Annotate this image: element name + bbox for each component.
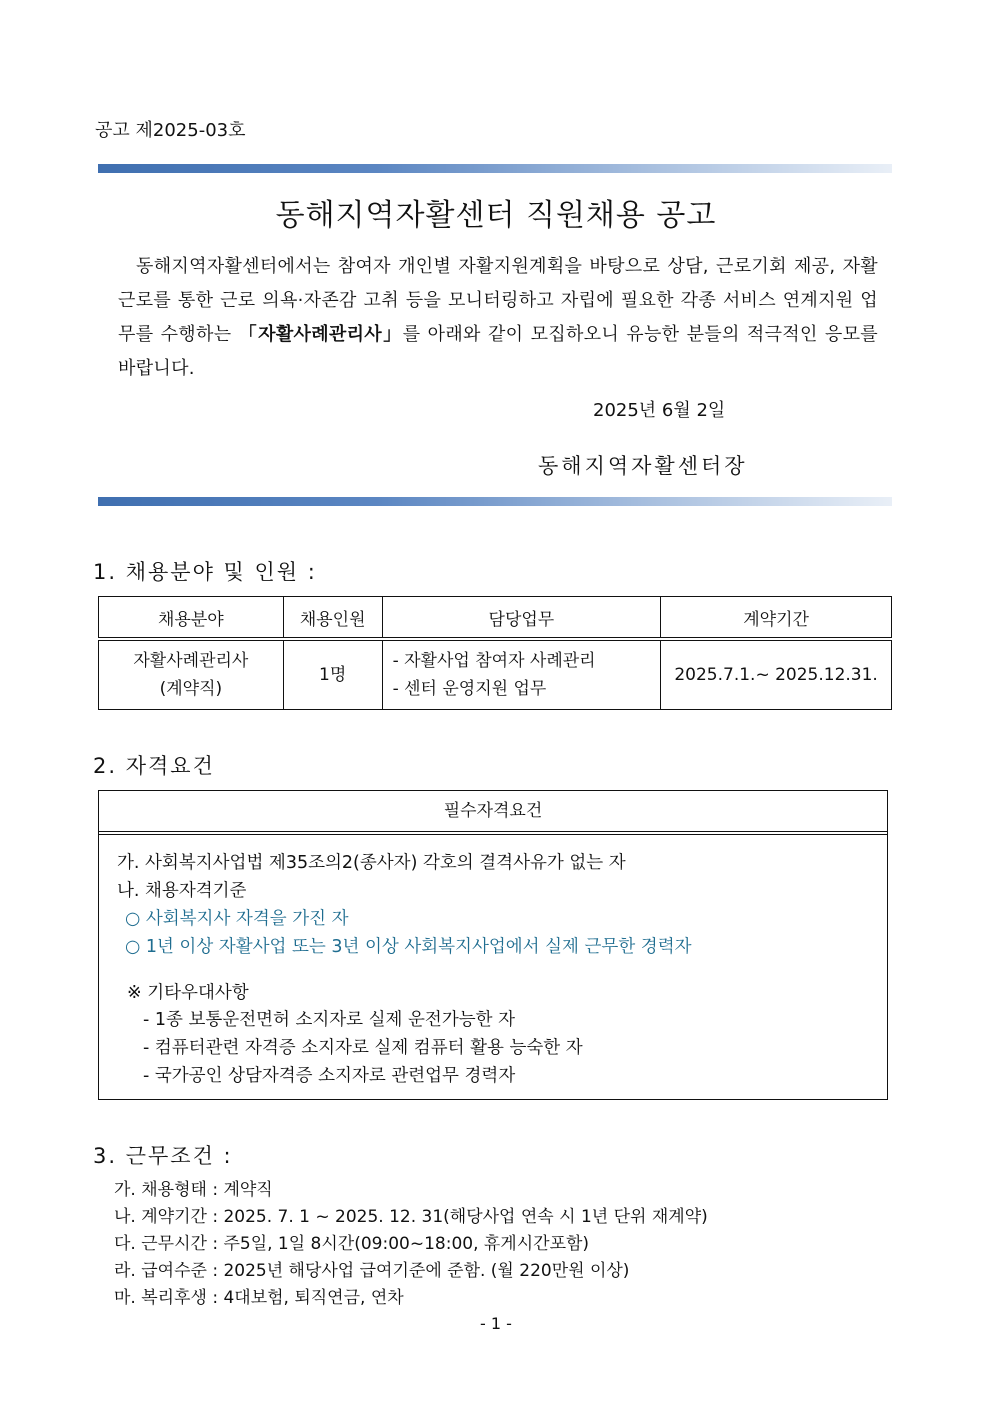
qualification-item-na: 나. 채용자격기준 [117, 881, 247, 901]
duty-item: - 자활사업 참여자 사례관리 [392, 651, 596, 671]
recruitment-table [98, 596, 892, 710]
condition-item: 다. 근무시간 : 주5일, 1일 8시간(09:00~18:00, 휴게시간포함) [114, 1234, 590, 1254]
signature: 동해지역자활센터장 [538, 454, 748, 478]
qualification-item-ga: 가. 사회복지사업법 제35조의2(종사자) 각호의 결격사유가 없는 자 [117, 853, 626, 873]
field-type: (계약직) [159, 679, 223, 699]
condition-item: 마. 복리후생 : 4대보험, 퇴직연금, 연차 [114, 1288, 404, 1308]
criteria-item: ○ 1년 이상 자활사업 또는 3년 이상 사회복지사업에서 실제 근무한 경력자 [125, 937, 692, 957]
cell-duty [382, 639, 661, 710]
preference-item: - 1종 보통운전면허 소지자로 실제 운전가능한 자 [143, 1010, 516, 1030]
table-row [99, 639, 892, 710]
condition-item: 가. 채용형태 : 계약직 [114, 1180, 273, 1200]
cell-period: 2025.7.1.~ 2025.12.31. [661, 639, 892, 710]
cell-count: 1명 [283, 639, 382, 710]
intro-text-end: 를 아래와 같이 모집하오니 유능한 분들의 적극적인 응모를 바랍니다. [118, 324, 878, 379]
table-header-row [99, 597, 892, 640]
header-period: 계약기간 [661, 597, 892, 640]
header-gradient-bar [98, 164, 892, 173]
page-number: - 1 - [480, 1314, 512, 1333]
announcement-date: 2025년 6월 2일 [593, 400, 726, 421]
page-title: 동해지역자활센터 직원채용 공고 [275, 198, 717, 233]
preference-item: - 컴퓨터관련 자격증 소지자로 실제 컴퓨터 활용 능숙한 자 [143, 1038, 583, 1058]
duty-item: - 센터 운영지원 업무 [392, 679, 547, 699]
condition-item: 라. 급여수준 : 2025년 해당사업 급여기준에 준함. (월 220만원 이상) [114, 1261, 630, 1281]
intro-highlight: 「자활사례관리사」 [238, 324, 403, 345]
field-name: 자활사례관리사 [133, 651, 249, 671]
section2-heading: 2. 자격요건 [93, 754, 215, 778]
header-count: 채용인원 [283, 597, 382, 640]
intro-text: 동해지역자활센터에서는 참여자 개인별 자활지원계획을 바탕으로 상담, 근로기회 제공, 자활근로를 통한 근로 의욕·자존감 고취 등을 모니터링하고 자립에 필요한 각종 서비스 연계지원 업무를 수행하는 [118, 256, 878, 345]
criteria-item: ○ 사회복지사 자격을 가진 자 [125, 909, 349, 929]
header-field: 채용분야 [99, 597, 284, 640]
section3-heading: 3. 근무조건 : [93, 1144, 233, 1168]
preference-item: - 국가공인 상담자격증 소지자로 관련업무 경력자 [143, 1066, 516, 1086]
condition-item: 나. 계약기간 : 2025. 7. 1 ~ 2025. 12. 31(해당사업 연속 시 1년 단위 재계약) [114, 1207, 708, 1227]
notice-number: 공고 제2025-03호 [95, 120, 246, 141]
header-duty: 담당업무 [382, 597, 661, 640]
preference-title: ※ 기타우대사항 [127, 983, 249, 1003]
cell-field [99, 639, 284, 710]
qualification-box [98, 790, 888, 1100]
footer-gradient-bar [98, 497, 892, 506]
qualification-box-header: 필수자격요건 [99, 791, 887, 835]
section1-heading: 1. 채용분야 및 인원 : [93, 560, 317, 584]
intro-paragraph [118, 250, 878, 386]
